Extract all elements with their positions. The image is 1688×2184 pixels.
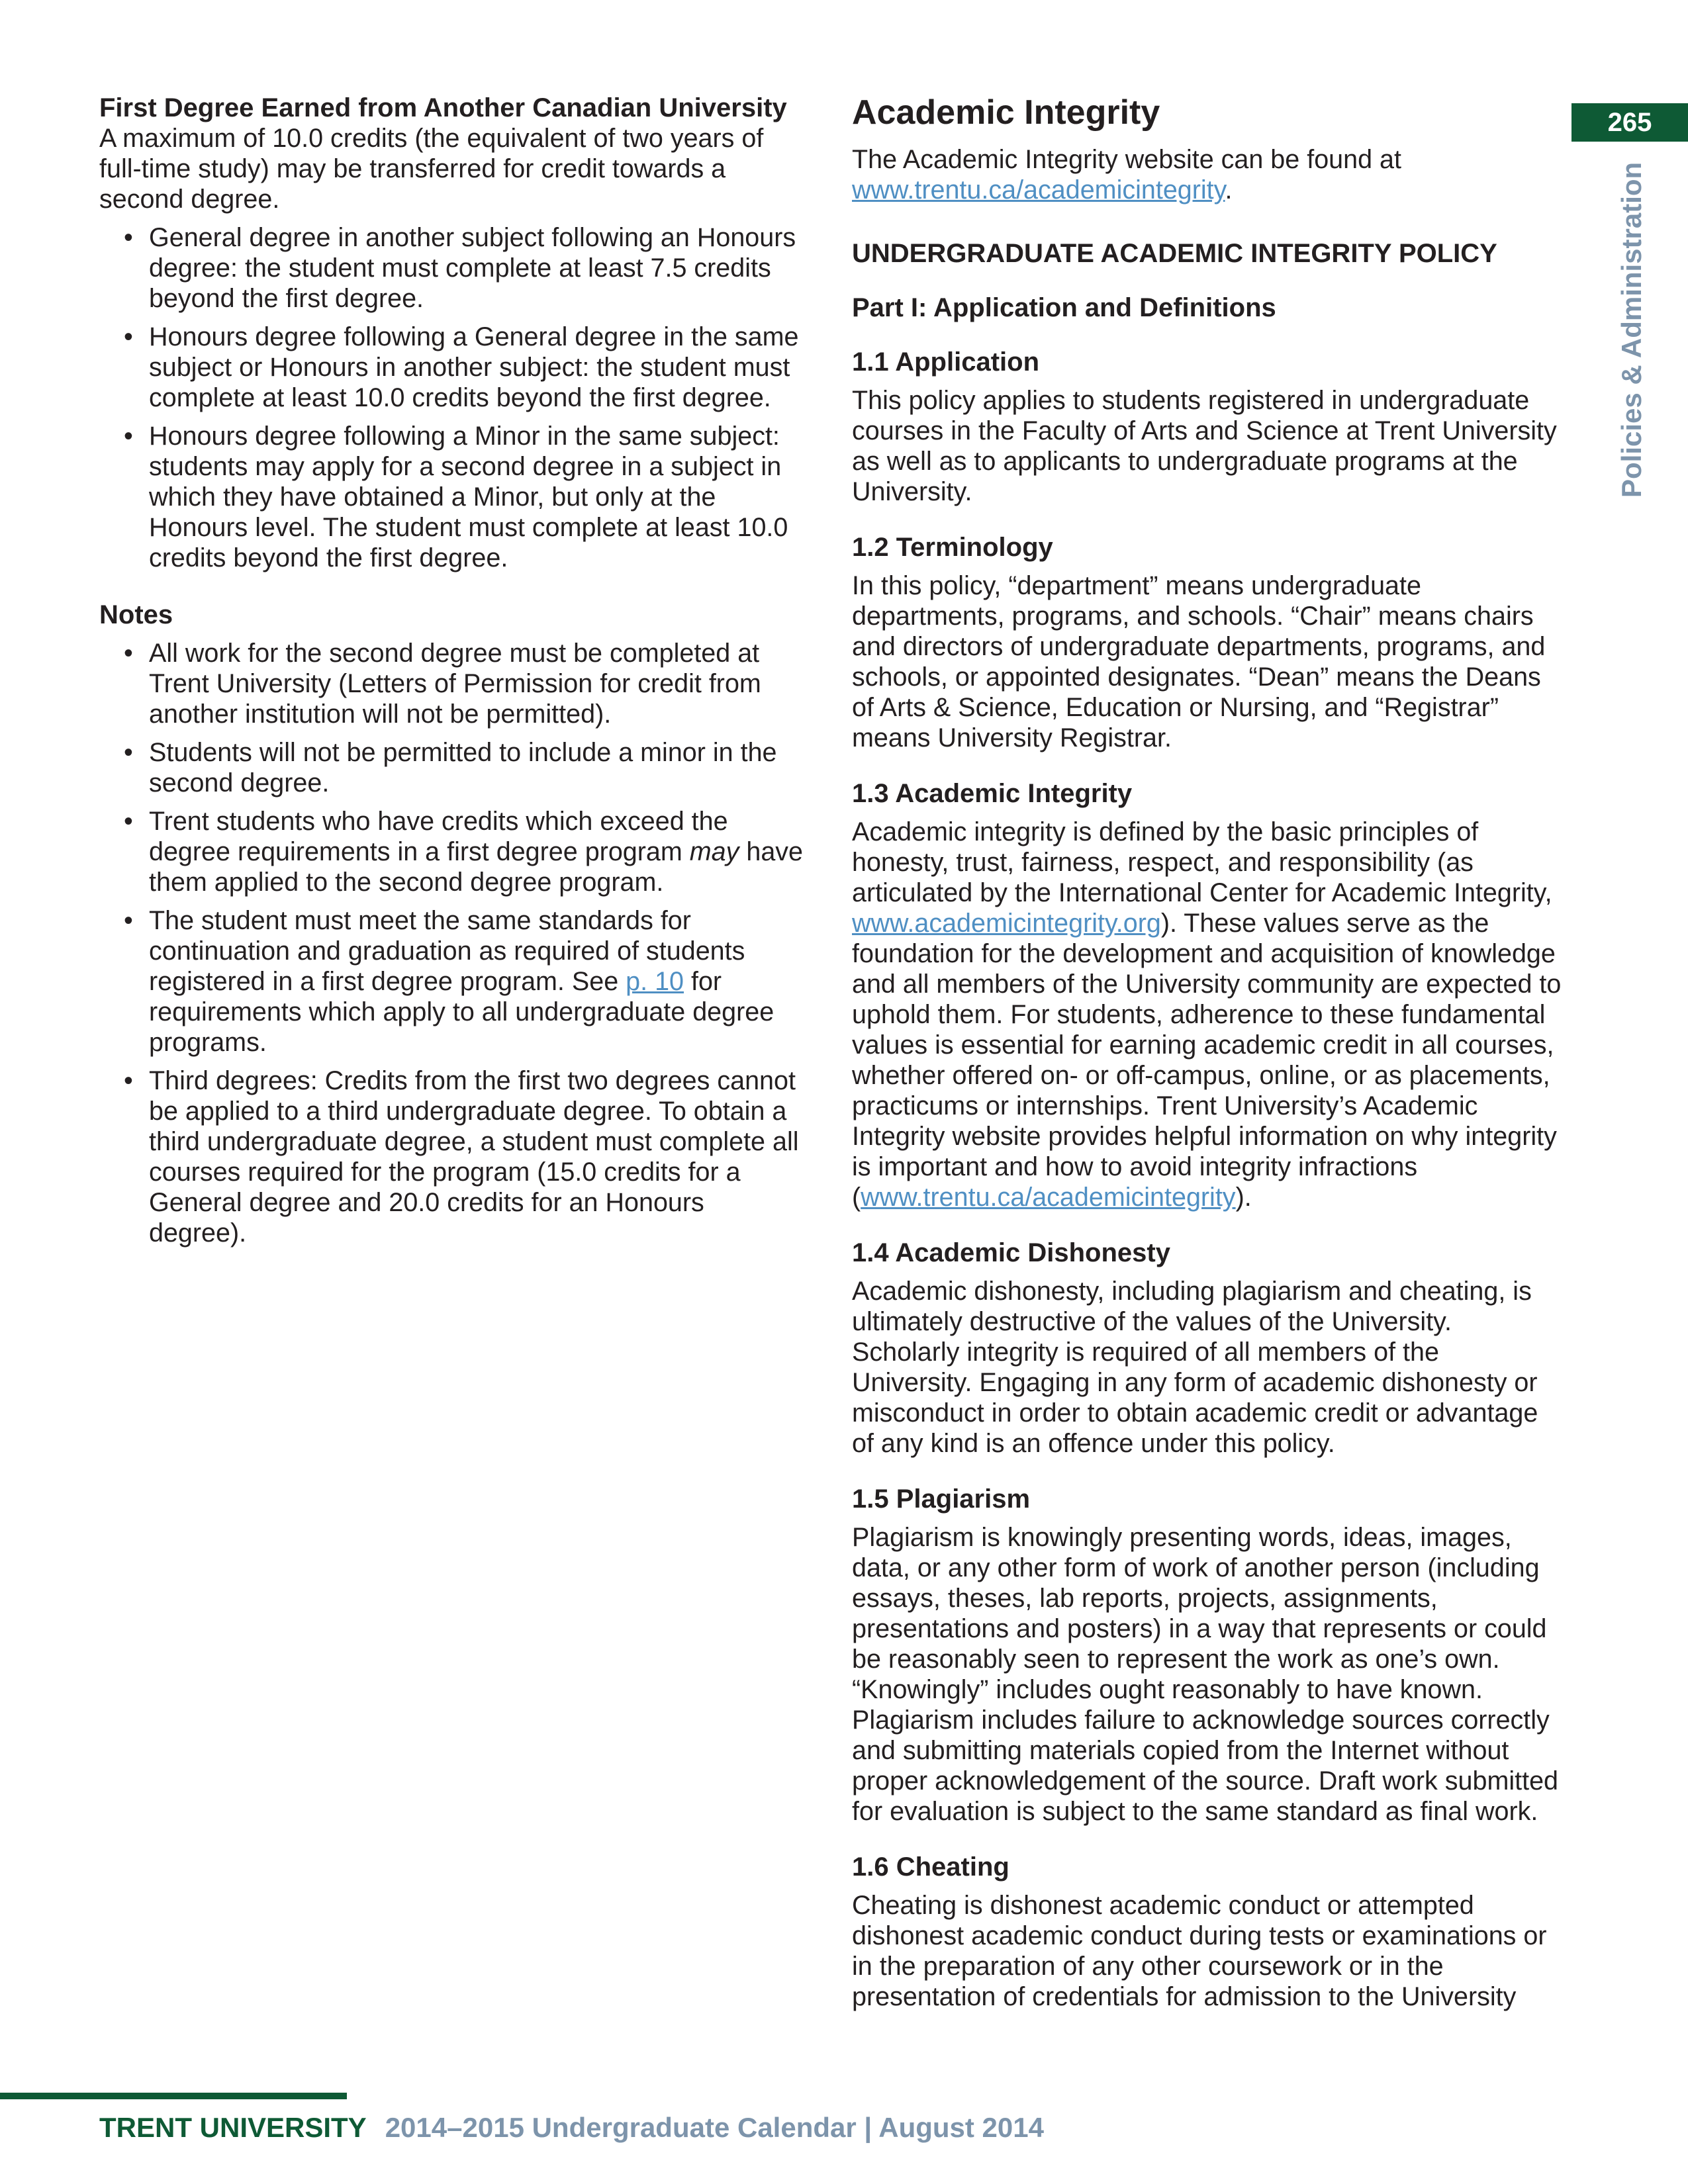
section-body: Cheating is dishonest academic conduct or attempted dishonest academic conduct during tests or examinations or in the preparation of any other coursework or in the presentation of credentials for admission to the University xyxy=(852,1891,1547,2011)
list-item: • Students will not be permitted to include a minor in the second degree. xyxy=(124,738,777,797)
bullet-icon: • xyxy=(124,738,133,767)
academic-integrity-website-link[interactable]: www.trentu.ca/academicintegrity xyxy=(852,175,1225,205)
notes-heading: Notes xyxy=(99,600,173,629)
bullet-icon: • xyxy=(124,422,133,451)
section-body: Academic integrity is defined by the basic principles of honesty, trust, fairness, respect, and responsibility (as articulated by the International Center for Academic Integrity, www.academicintegrity.org). These values serve as the foundation for the development and acquisition of knowledge and all members of the University community are expected to uphold them. For students, adherence to these fundamental values is essential for earning academic credit in all courses, whether offered on- or off-campus, online, or as placements, practicums or internships. Trent University’s Academic Integrity website provides helpful information on why integrity is important and how to avoid integrity infractions (www.trentu.ca/academicintegrity). xyxy=(852,817,1562,1212)
section-1-6 xyxy=(852,1852,1562,2012)
bullet-icon: • xyxy=(124,223,133,252)
footer-university: TRENT UNIVERSITY xyxy=(99,2112,367,2143)
section-heading: 1.1 Application xyxy=(852,347,1040,377)
section-1-3 xyxy=(852,778,1562,1212)
list-item: • Honours degree following a Minor in the same subject: students may apply for a second degree in a subject in which they have obtained a Minor, but only at the Honours level. The student must complete at least 10.0 credits beyond the first degree. xyxy=(124,422,788,572)
section-heading: 1.4 Academic Dishonesty xyxy=(852,1238,1170,1267)
section-heading: 1.6 Cheating xyxy=(852,1852,1009,1882)
page-title: Academic Integrity xyxy=(852,93,1160,132)
bullet-icon: • xyxy=(124,906,133,935)
integrity-intro: The Academic Integrity website can be found at www.trentu.ca/academicintegrity. xyxy=(852,145,1401,205)
section-1-1 xyxy=(852,347,1562,507)
list-item: • Trent students who have credits which exceed the degree requirements in a first degree program may have them applied to the second degree program. xyxy=(124,807,804,897)
first-degree-bullet-list xyxy=(99,222,808,573)
footer-rule xyxy=(0,2093,347,2099)
section-body: Plagiarism is knowingly presenting words, ideas, images, data, or any other form of work of another person (including essays, theses, lab reports, projects, assignments, presentations and posters) in a way that represents or could be reasonably seen to represent the work as one’s own. “Knowingly” includes ought reasonably to have known. Plagiarism includes failure to acknowledge sources correctly and submitting materials copied from the Internet without proper acknowledgement of the source. Draft work submitted for evaluation is subject to the same standard as final work. xyxy=(852,1523,1559,1826)
policy-title: UNDERGRADUATE ACADEMIC INTEGRITY POLICY xyxy=(852,239,1497,268)
trent-integrity-link[interactable]: www.trentu.ca/academicintegrity xyxy=(861,1183,1236,1212)
section-heading: 1.5 Plagiarism xyxy=(852,1484,1031,1514)
icai-website-link[interactable]: www.academicintegrity.org xyxy=(852,909,1161,938)
section-heading-first-degree: First Degree Earned from Another Canadian University xyxy=(99,93,787,122)
first-degree-intro: A maximum of 10.0 credits (the equivalent of two years of full-time study) may be transferred for credit towards a second degree. xyxy=(99,124,764,214)
left-column xyxy=(99,93,808,1256)
section-heading: 1.3 Academic Integrity xyxy=(852,779,1133,808)
notes-list xyxy=(99,638,808,1248)
right-column xyxy=(852,93,1562,2012)
list-item: • General degree in another subject following an Honours degree: the student must complete at least 7.5 credits beyond the first degree. xyxy=(124,223,796,313)
section-1-2 xyxy=(852,532,1562,753)
section-heading: 1.2 Terminology xyxy=(852,533,1053,562)
list-item: • Honours degree following a General degree in the same subject or Honours in another subject: the student must complete at least 10.0 credits beyond the first degree. xyxy=(124,322,799,412)
section-1-4 xyxy=(852,1238,1562,1459)
bullet-icon: • xyxy=(124,639,133,668)
bullet-icon: • xyxy=(124,1066,133,1095)
bullet-icon: • xyxy=(124,322,133,351)
footer-calendar: 2014–2015 Undergraduate Calendar | August 2014 xyxy=(385,2112,1044,2143)
bullet-icon: • xyxy=(124,807,133,836)
list-item: • The student must meet the same standards for continuation and graduation as required of students registered in a first degree program. See p. 10 for requirements which apply to all undergraduate degree programs. xyxy=(124,906,774,1057)
emphasis-may: may xyxy=(689,837,739,866)
page-number: 265 xyxy=(1571,103,1688,142)
list-item: • All work for the second degree must be completed at Trent University (Letters of Permission for credit from another institution will not be permitted). xyxy=(124,639,761,729)
section-body: Academic dishonesty, including plagiarism and cheating, is ultimately destructive of the values of the University. Scholarly integrity is required of all members of the University. Engaging in any form of academic dishonesty or misconduct in order to obtain academic credit or advantage of any kind is an offence under this policy. xyxy=(852,1277,1538,1458)
section-side-label: Policies & Administration xyxy=(1616,161,1647,498)
footer xyxy=(99,2111,1044,2144)
section-1-5 xyxy=(852,1484,1562,1827)
page-ref-link[interactable]: p. 10 xyxy=(626,967,684,996)
section-body: This policy applies to students registered in undergraduate courses in the Faculty of Arts and Science at Trent University as well as to applicants to undergraduate programs at the University. xyxy=(852,386,1557,506)
list-item: • Third degrees: Credits from the first two degrees cannot be applied to a third undergraduate degree. To obtain a third undergraduate degree, a student must complete all courses required for the program (15.0 credits for a General degree and 20.0 credits for an Honours degree). xyxy=(124,1066,799,1248)
part-title: Part I: Application and Definitions xyxy=(852,293,1276,322)
section-body: In this policy, “department” means undergraduate departments, programs, and schools. “Chair” means chairs and directors of undergraduate departments, programs, and schools, or appointed designates. “Dean” means the Deans of Arts & Science, Education or Nursing, and “Registrar” means University Registrar. xyxy=(852,571,1546,752)
